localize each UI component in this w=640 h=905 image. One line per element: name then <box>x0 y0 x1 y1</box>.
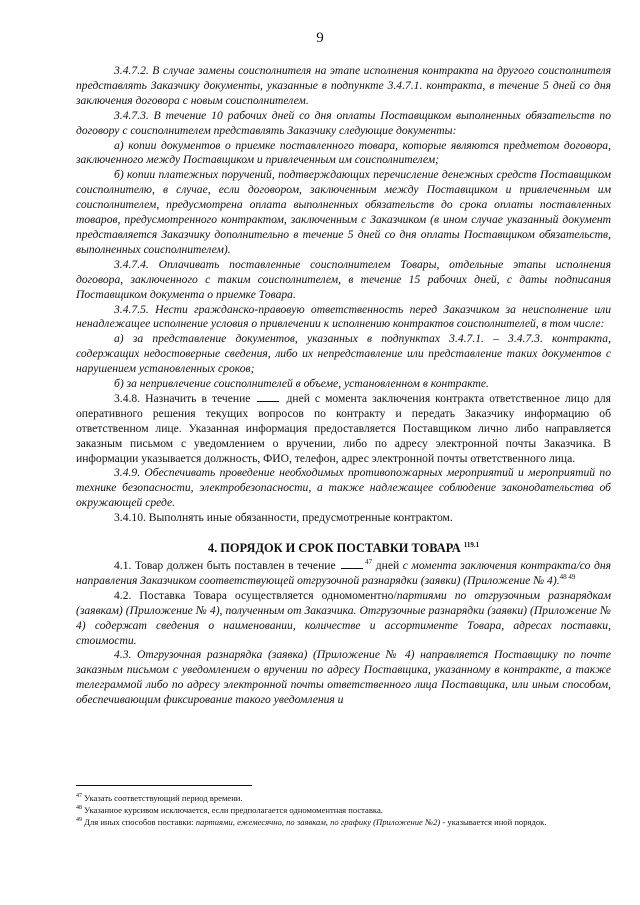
footnote-text-end: - указывается иной порядок. <box>442 817 547 828</box>
clause-4-2-italic: партиями по отгрузочным разнарядкам (заявкам) (Приложение № 4), полученным от Заказчика. Отгрузочные разнарядки (заявки) (Приложение № 4) содержат сведения о наименовании, количестве и ассортименте Товара, адресах поставки, стоимости. <box>76 588 611 647</box>
footnote-text-start: Для иных способов поставки: <box>84 817 194 828</box>
footnote-49 <box>76 817 611 828</box>
clause-4-1 <box>76 559 611 589</box>
footnote-text-italic: партиями, ежемесячно, по заявкам, по графику (Приложение №2) <box>195 817 441 828</box>
clause-3-4-7-5-b: б) за непривлечение соисполнителей в объеме, установленном в контракте. <box>114 377 489 391</box>
footnotes <box>76 793 611 830</box>
section-heading <box>76 541 611 556</box>
clause-3-4-7-5: 3.4.7.5. Нести гражданско-правовую ответственность перед Заказчиком за неисполнение или ненадлежащее исполнение условия о привлечении к исполнению контрактов соисполнителей, в том числе: <box>76 302 611 331</box>
footnote-48 <box>76 805 611 816</box>
clause-3-4-10: 3.4.10. Выполнять иные обязанности, предусмотренные контрактом. <box>114 511 453 525</box>
footnote-number: 47 <box>76 793 82 800</box>
clause-4-1-italic: с момента заключения контракта/со дня направления Заказчиком соответствующей отгрузочной разнарядки (заявки) (Приложение № 4). <box>76 559 612 587</box>
clause-4-1-days: дней <box>375 559 400 572</box>
footnote-text: Указанное курсивом исключается, если предполагается одномоментная поставка. <box>84 805 383 816</box>
clause-3-4-8-start: 3.4.8. Назначить в течение <box>114 391 251 405</box>
footnote-number: 48 <box>76 805 82 812</box>
section-title: 4. ПОРЯДОК И СРОК ПОСТАВКИ ТОВАРА <box>207 541 461 556</box>
clause-3-4-7-3-a: а) копии документов о приемке поставленного товара, которые являются предметом договора, заключенного между Поставщиком и привлеченным им соисполнителем; <box>76 138 611 167</box>
blank-field <box>341 559 363 569</box>
clause-3-4-7-5-a: а) за представление документов, указанных в подпунктах 3.4.7.1. – 3.4.7.3. контракта, содержащих недостоверные сведения, либо их непредставление или представление таких документов с нарушением установленных сроков; <box>76 332 611 376</box>
clause-4-2 <box>76 589 611 649</box>
clause-4-3: 4.3. Отгрузочная разнарядка (заявка) (Приложение № 4) направляется Поставщику по почте заказным письмом с уведомлением о вручении по адресу Поставщика, указанному в контракте, а также телеграммой либо по адресу электронной почты ответственного лица Поставщика, или иным способом, обеспечивающим фиксирование такого уведомления и <box>76 648 611 707</box>
heading-footnote-ref: 119.1 <box>463 540 480 549</box>
clause-3-4-7-3-b: б) копии платежных поручений, подтверждающих перечисление денежных средств Поставщиком соисполнителю, в случае, если договором, заключенным между Поставщиком и привлеченным им соисполнителем, предусмотрена оплата выполненных обязательств до срока оплаты поставленных товаров, предусмотренного контрактом, заключенным с Заказчиком (в ином случае указанный документ представляется Заказчику дополнительно в течение 5 дней со дня оплаты Поставщиком обязательств, выполненных соисполнителем). <box>76 168 611 256</box>
clause-3-4-7-3: 3.4.7.3. В течение 10 рабочих дней со дня оплаты Поставщиком выполненных обязательств по договору с соисполнителем представлять Заказчику следующие документы: <box>76 108 611 137</box>
footnote-47 <box>76 793 611 804</box>
footnote-text: Указать соответствующий период времени. <box>84 793 243 803</box>
clause-4-1-start: 4.1. Товар должен быть поставлен в течение <box>114 559 336 572</box>
clause-3-4-9: 3.4.9. Обеспечивать проведение необходимых противопожарных мероприятий и мероприятий по технике безопасности, электробезопасности, а также надлежащее соблюдение законодательства об окружающей среде. <box>76 466 611 510</box>
footnote-divider <box>76 785 252 786</box>
page-number: 9 <box>316 30 324 46</box>
clause-4-2-start: 4.2. Поставка Товара осуществляется одномоментно/ <box>114 588 397 602</box>
footnote-ref-48-49: 48 49 <box>559 573 576 582</box>
document-body <box>76 64 611 708</box>
clause-3-4-7-4: 3.4.7.4. Оплачивать поставленные соисполнителем Товары, отдельные этапы исполнения договора, заключенного с таким соисполнителем, в течение 15 рабочих дней, с даты подписания Поставщиком документа о приемке Товара. <box>76 257 611 301</box>
clause-3-4-7-2: 3.4.7.2. В случае замены соисполнителя на этапе исполнения контракта на другого соисполнителя представлять Заказчику документы, указанные в подпункте 3.4.7.1. контракта, в течение 5 дней со дня заключения договора с новым соисполнителем. <box>76 64 611 107</box>
clause-3-4-8 <box>76 392 611 467</box>
footnote-number: 49 <box>76 817 82 824</box>
blank-field <box>257 392 279 402</box>
footnote-ref-47: 47 <box>365 558 373 567</box>
clause-3-4-8-rest: дней с момента заключения контракта ответственное лицо для оперативного решения текущих вопросов по контракту и передать Заказчику информацию об ответственном лице. Указанная информация предоставляется Поставщиком лично либо направляется заказным письмом с уведомлением о вручении, либо по адресу электронной почты Заказчика. В информации указывается должность, ФИО, телефон, адрес электронной почты ответственного лица. <box>76 391 611 465</box>
